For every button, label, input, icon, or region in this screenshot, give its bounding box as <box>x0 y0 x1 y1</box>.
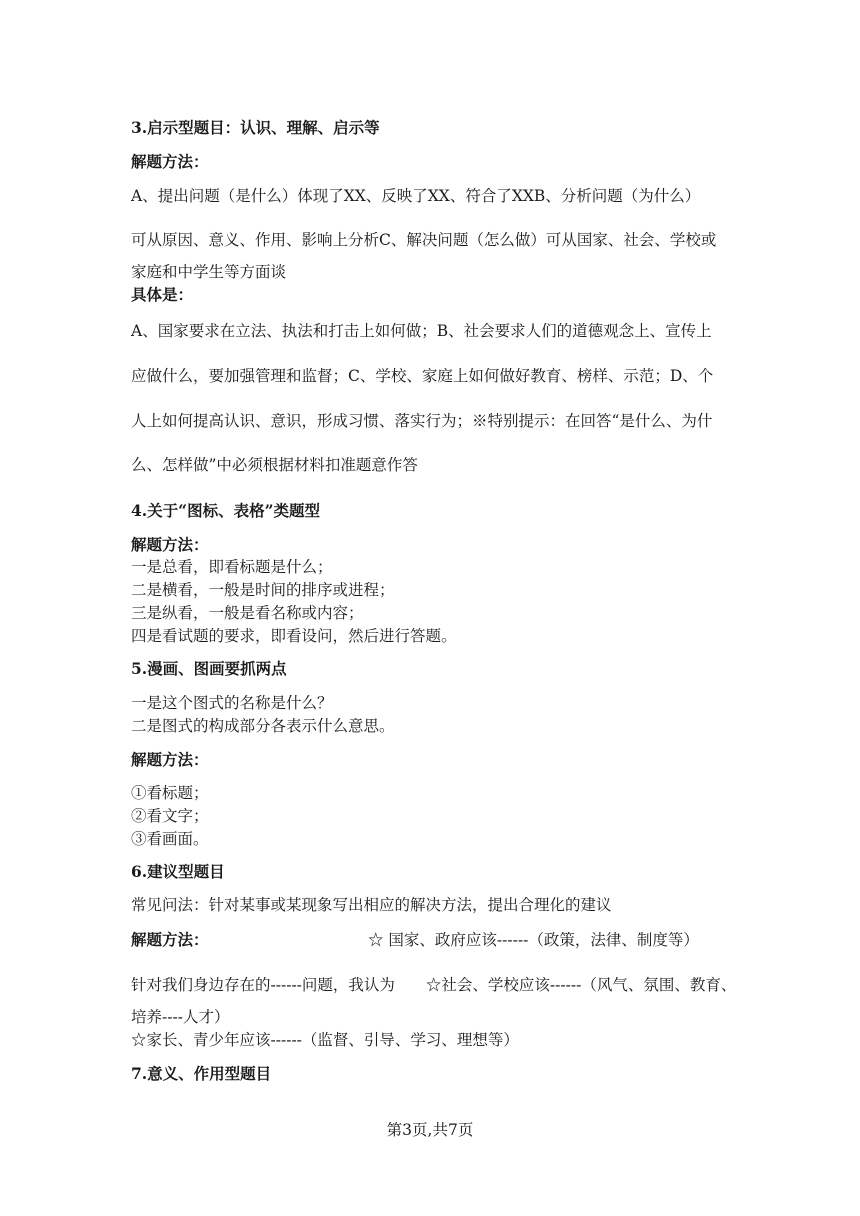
section-7-title: 7.意义、作用型题目 <box>131 1064 272 1083</box>
section-3-specific-label: 具体是： <box>131 285 194 304</box>
section-3-paragraph-line-3: 家庭和中学生等方面谈 <box>131 263 287 281</box>
page-number: 第3页,共7页 <box>386 1121 474 1139</box>
section-5-title: 5.漫画、图画要抓两点 <box>131 659 287 678</box>
section-3-specific-line-4: 么、怎样做”中必须根据材料扣准题意作答 <box>131 456 418 474</box>
section-6-society-suggestion-cont: 培养----人才） <box>131 1008 230 1026</box>
section-3-paragraph-line-2: 可从原因、意义、作用、影响上分析C、解决问题（怎么做）可从国家、社会、学校或 <box>131 231 717 249</box>
section-4-item-2: 二是横看，一般是时间的排序或进程； <box>131 581 395 599</box>
section-3-specific-line-1: A、国家要求在立法、执法和打击上如何做；B、社会要求人们的道德观念上、宣传上 <box>131 322 712 340</box>
section-5-method-label: 解题方法： <box>131 750 209 769</box>
section-4-method-label: 解题方法： <box>131 535 209 554</box>
section-6-common-question: 常见问法：针对某事或某现象写出相应的解决方法，提出合理化的建议 <box>131 896 612 914</box>
section-5-step-2: ②看文字； <box>131 807 209 825</box>
section-4-item-4: 四是看试题的要求，即看设问，然后进行答题。 <box>131 627 457 645</box>
section-3-title: 3.启示型题目：认识、理解、启示等 <box>131 118 380 137</box>
section-5-step-3: ③看画面。 <box>131 830 209 848</box>
section-3-specific-line-3: 人上如何提高认识、意识，形成习惯、落实行为；※特别提示：在回答“是什么、为什 <box>131 412 713 430</box>
section-4-item-3: 三是纵看，一般是看名称或内容； <box>131 604 364 622</box>
section-3-paragraph-line-1: A、提出问题（是什么）体现了XX、反映了XX、符合了XXB、分析问题（为什么） <box>131 187 701 205</box>
section-5-step-1: ①看标题； <box>131 784 209 802</box>
section-5-point-1: 一是这个图式的名称是什么？ <box>131 694 333 712</box>
section-3-method-label: 解题方法： <box>131 152 209 171</box>
section-6-country-suggestion: ☆ 国家、政府应该------（政策，法律、制度等） <box>368 931 699 949</box>
section-4-item-1: 一是总看，即看标题是什么； <box>131 558 333 576</box>
section-4-title: 4.关于“图标、表格”类题型 <box>131 501 321 520</box>
section-3-specific-line-2: 应做什么，要加强管理和监督；C、学校、家庭上如何做好教育、榜样、示范；D、个 <box>131 367 714 385</box>
section-6-parents-suggestion: ☆家长、青少年应该------（监督、引导、学习、理想等） <box>131 1031 519 1049</box>
section-5-point-2: 二是图式的构成部分各表示什么意思。 <box>131 717 395 735</box>
section-6-method-label: 解题方法： <box>131 930 209 949</box>
section-6-society-suggestion: 针对我们身边存在的------问题，我认为 ☆社会、学校应该------（风气、氛围、教育、 <box>131 976 737 994</box>
section-6-title: 6.建议型题目 <box>131 862 225 881</box>
